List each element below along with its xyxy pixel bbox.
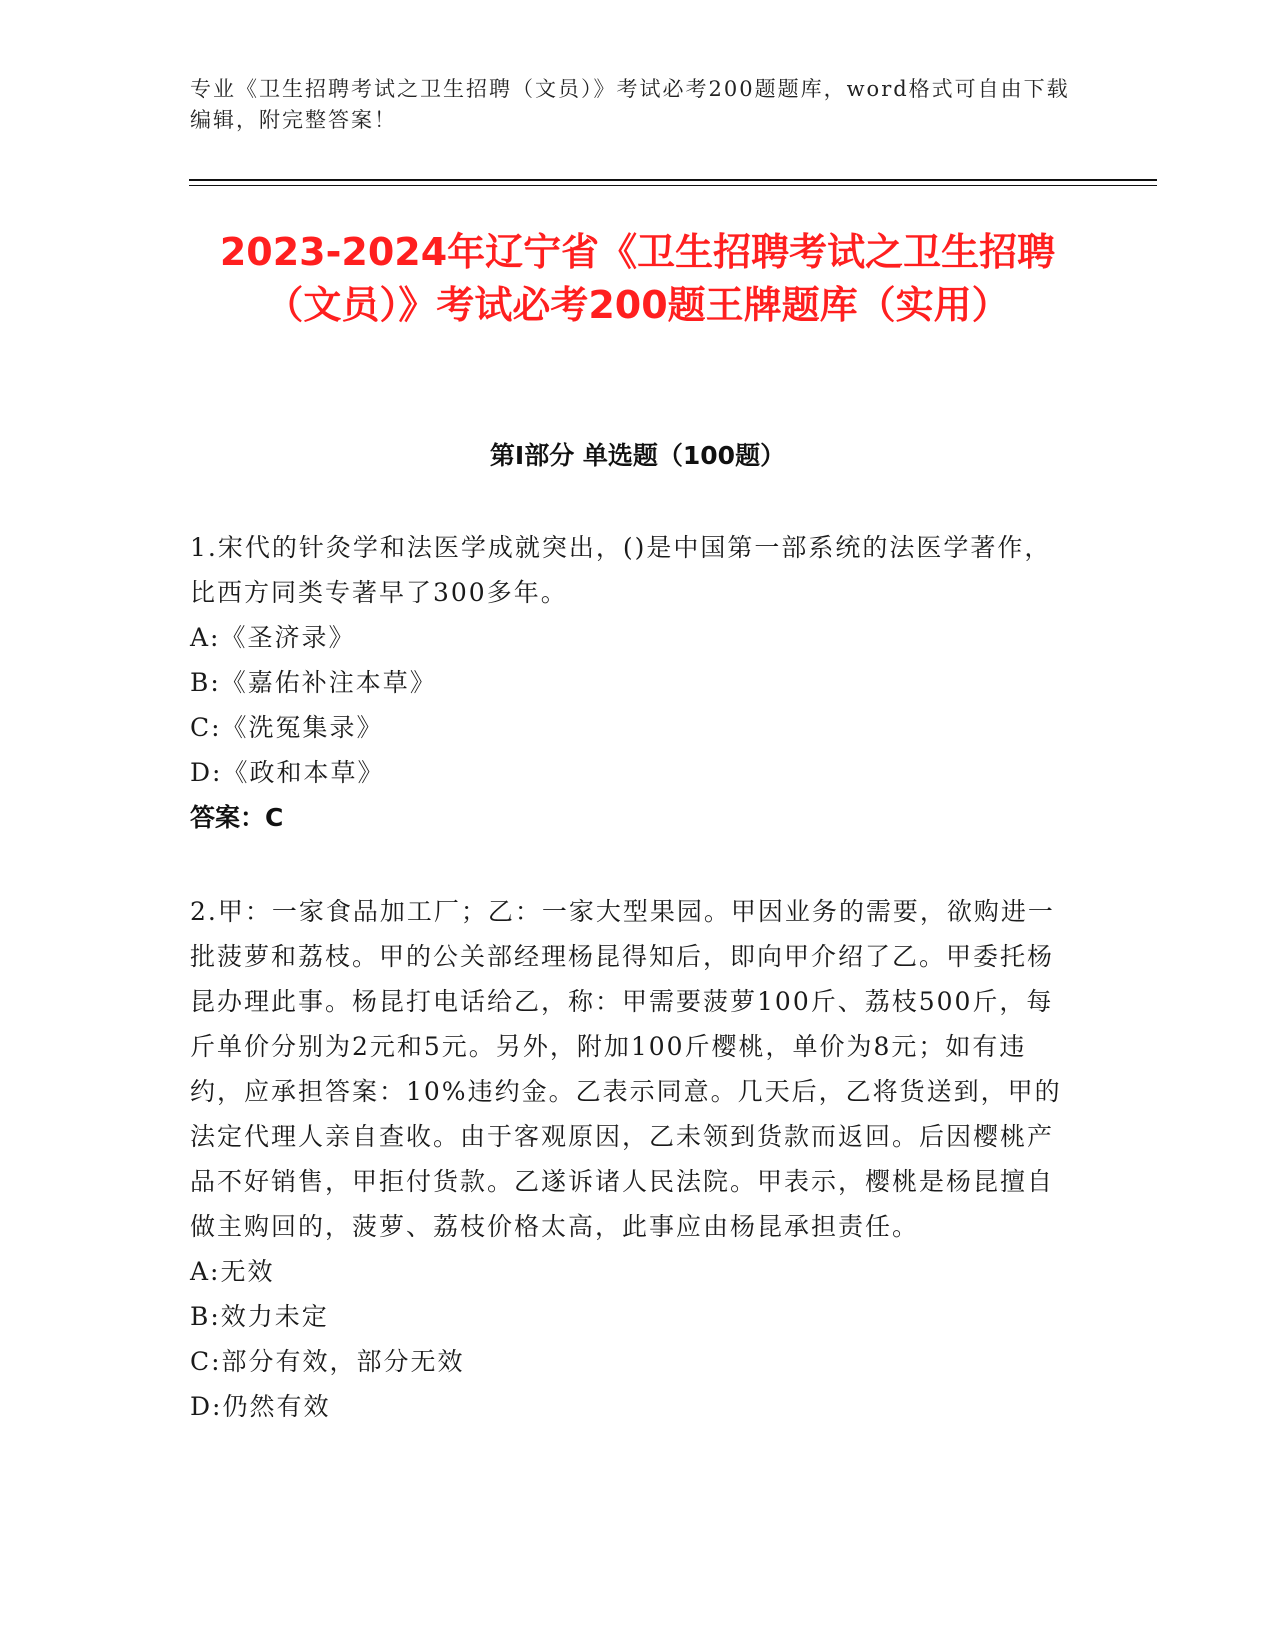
option-d: D:《政和本草》 xyxy=(190,758,385,787)
option-c: C:部分有效，部分无效 xyxy=(190,1347,465,1376)
question-text: 2.甲：一家食品加工厂；乙：一家大型果园。甲因业务的需要，欲购进一批菠萝和荔枝。甲的公关部经理杨昆得知后，即向甲介绍了乙。甲委托杨昆办理此事。杨昆打电话给乙，称：甲需要菠萝100斤、荔枝500斤，每斤单价分别为2元和5元。另外，附加100斤樱桃，单价为8元；如有违约，应承担答案：10%违约金。乙表示同意。几天后，乙将货送到，甲的法定代理人亲自查收。由于客观原因，乙未领到货款而返回。后因樱桃产品不好销售，甲拒付货款。乙遂诉诸人民法院。甲表示，樱桃是杨昆擅自做主购回的，菠萝、荔枝价格太高，此事应由杨昆承担责任。 xyxy=(190,897,1062,1241)
header-divider-thin xyxy=(189,185,1157,186)
header-divider-thick xyxy=(189,179,1157,181)
option-b: B:效力未定 xyxy=(190,1302,329,1331)
question-2 xyxy=(190,889,1070,1429)
question-text: 1.宋代的针灸学和法医学成就突出，()是中国第一部系统的法医学著作，比西方同类专著早了300多年。 xyxy=(190,533,1052,607)
document-title: 2023-2024年辽宁省《卫生招聘考试之卫生招聘（文员）》考试必考200题王牌题库（实用） xyxy=(219,230,1056,327)
option-a: A:无效 xyxy=(190,1257,275,1286)
option-c: C:《洗冤集录》 xyxy=(190,713,384,742)
option-b: B:《嘉佑补注本草》 xyxy=(190,668,437,697)
question-1 xyxy=(190,525,1070,840)
option-d: D:仍然有效 xyxy=(190,1392,331,1421)
section-title: 第I部分 单选题（100题） xyxy=(489,441,786,470)
answer: 答案：C xyxy=(190,803,284,832)
option-a: A:《圣济录》 xyxy=(190,623,356,652)
header-note: 专业《卫生招聘考试之卫生招聘（文员）》考试必考200题题库，word格式可自由下载编辑，附完整答案！ xyxy=(190,77,1070,132)
